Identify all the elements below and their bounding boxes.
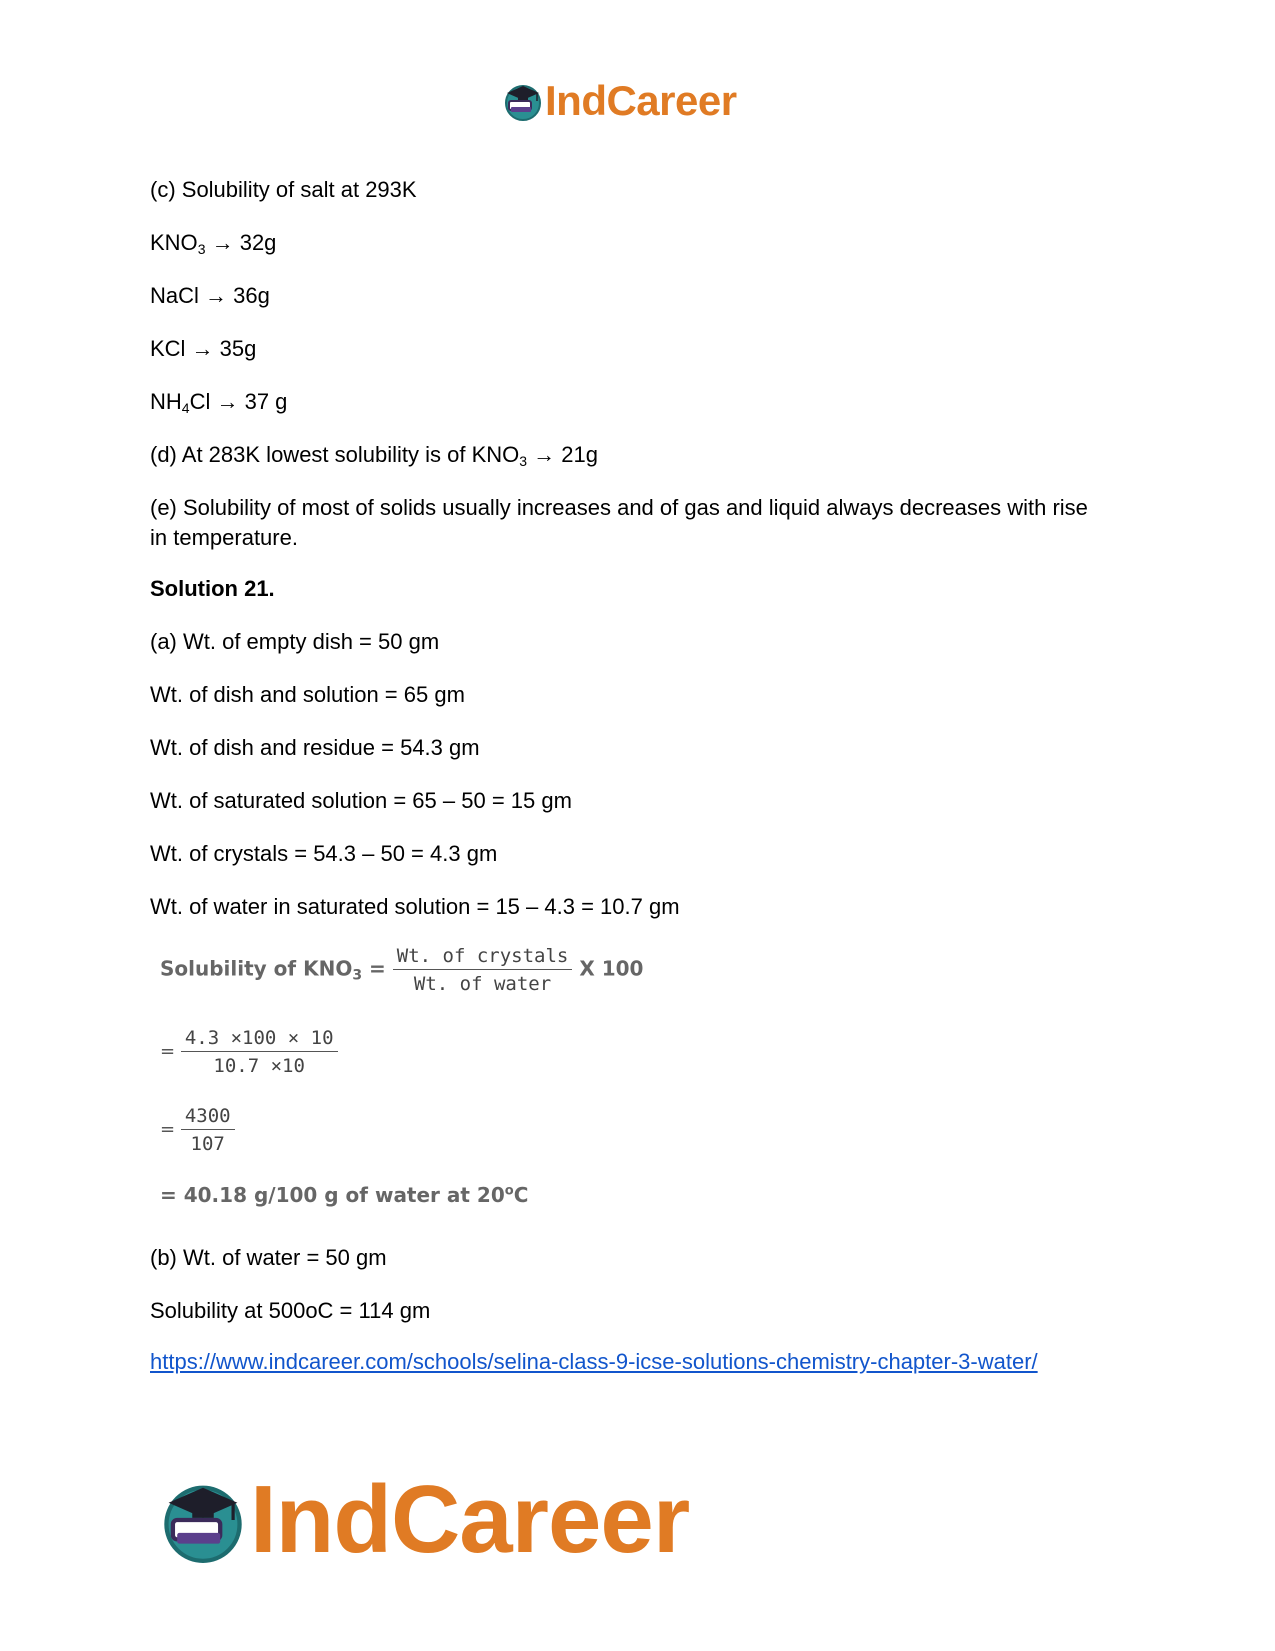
paragraph-nh4cl-solubility: $NH_4Cl \to 37$ g xyxy=(150,389,288,416)
paragraph-a1: (a) Wt. of empty dish = 50 gm xyxy=(150,629,440,654)
paragraph-b1: (b) Wt. of water = 50 gm xyxy=(150,1245,387,1270)
formula-step-1-fraction: $\frac{4.3 \times 100 \times 10}{10.7 \times 10}$ xyxy=(181,1027,338,1077)
source-link[interactable]: https://www.indcareer.com/schools/selina-class-9-icse-solutions-chemistry-chapter-3-water/ xyxy=(150,1349,1038,1374)
formula-step-2: = $\frac{4300}{107}$ xyxy=(160,1105,235,1155)
paragraph-nacl-solubility: NaCl → 36g xyxy=(150,283,270,308)
formula-step-1: = $\frac{4.3 \times 100 \times 10}{10.7 \times 10}$ xyxy=(160,1027,338,1077)
paragraph-e: (e) Solubility of most of solids usually increases and of gas and liquid always decreases with rise in temperature. xyxy=(150,495,1088,550)
paragraph-d: (d) At 283K lowest solubility is of $KNO_3 \to 21g$ xyxy=(150,442,598,469)
brand-name: IndCareer xyxy=(545,77,737,124)
paragraph-kno3-solubility: $KNO_3 \to 32g$ xyxy=(150,230,277,257)
paragraph-a6: Wt. of water in saturated solution = 15 – 4.3 = 10.7 gm xyxy=(150,894,680,919)
formula-result: = 40.18 g/100 g of water at 20$^o$C xyxy=(160,1183,529,1207)
footer-logo xyxy=(160,1466,690,1573)
solution-heading: Solution 21. xyxy=(150,576,275,601)
paragraph-a5: Wt. of crystals = 54.3 – 50 = 4.3 gm xyxy=(150,841,498,866)
graduation-cap-book-globe-icon xyxy=(160,1477,246,1563)
brand-name-large: IndCareer xyxy=(250,1466,690,1573)
paragraph-b2: Solubility at 500oC = 114 gm xyxy=(150,1298,431,1323)
paragraph-kcl-solubility: KCl → 35g xyxy=(150,336,257,361)
header-logo xyxy=(503,77,737,124)
paragraph-a3: Wt. of dish and residue = 54.3 gm xyxy=(150,735,480,760)
paragraph-c-heading: (c) Solubility of salt at 293K xyxy=(150,177,417,202)
paragraph-a2: Wt. of dish and solution = 65 gm xyxy=(150,682,465,707)
formula-solubility: Solubility of $KNO_3$ = $\frac{\text{Wt. of crystals}}{\text{Wt. of water}}$ X 100 xyxy=(160,945,644,995)
formula-fraction: $\frac{\text{Wt. of crystals}}{\text{Wt. of water}}$ xyxy=(393,945,573,995)
paragraph-a4: Wt. of saturated solution = 65 – 50 = 15 gm xyxy=(150,788,572,813)
formula-step-2-fraction: $\frac{4300}{107}$ xyxy=(181,1105,235,1155)
graduation-cap-book-globe-icon xyxy=(503,81,543,121)
